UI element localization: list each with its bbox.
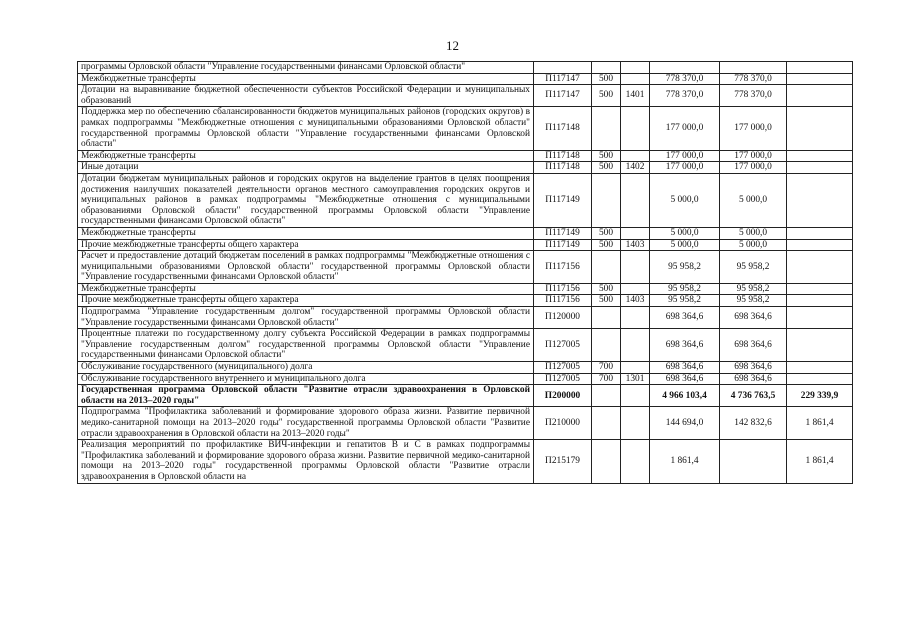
expense-type-cell: 700 bbox=[592, 362, 621, 374]
section-cell bbox=[621, 329, 650, 362]
amount-regional-cell: 177 000,0 bbox=[720, 107, 787, 150]
target-code-cell: П117148 bbox=[534, 107, 592, 150]
target-code-cell: П117149 bbox=[534, 239, 592, 251]
amount-federal-cell: 1 861,4 bbox=[787, 440, 853, 483]
amount-regional-cell: 95 958,2 bbox=[720, 295, 787, 307]
target-code-cell: П215179 bbox=[534, 440, 592, 483]
amount-federal-cell bbox=[787, 150, 853, 162]
row-name-cell: Межбюджетные трансферты bbox=[78, 227, 534, 239]
amount-total-cell: 95 958,2 bbox=[650, 283, 720, 295]
table-row bbox=[78, 373, 853, 385]
amount-total-cell: 4 966 103,4 bbox=[650, 385, 720, 407]
amount-regional-cell: 4 736 763,5 bbox=[720, 385, 787, 407]
amount-regional-cell bbox=[720, 62, 787, 74]
amount-regional-cell: 177 000,0 bbox=[720, 162, 787, 174]
table-row bbox=[78, 162, 853, 174]
target-code-cell: П200000 bbox=[534, 385, 592, 407]
amount-federal-cell bbox=[787, 362, 853, 374]
amount-total-cell: 698 364,6 bbox=[650, 307, 720, 329]
amount-total-cell: 144 694,0 bbox=[650, 407, 720, 440]
amount-regional-cell: 778 370,0 bbox=[720, 73, 787, 85]
section-cell bbox=[621, 440, 650, 483]
row-name-cell: Расчет и предоставление дотаций бюджетам поселений в рамках подпрограммы "Межбюджетные отношения с муниципальными образованиями Орловской области" государственной программы Орловской области "Управление государственными финансами Орловской области" bbox=[78, 251, 534, 284]
expense-type-cell: 500 bbox=[592, 150, 621, 162]
amount-federal-cell bbox=[787, 73, 853, 85]
amount-total-cell: 778 370,0 bbox=[650, 85, 720, 107]
amount-total-cell: 95 958,2 bbox=[650, 251, 720, 284]
table-row bbox=[78, 227, 853, 239]
target-code-cell: П117148 bbox=[534, 150, 592, 162]
amount-regional-cell: 698 364,6 bbox=[720, 307, 787, 329]
amount-total-cell: 177 000,0 bbox=[650, 150, 720, 162]
amount-federal-cell bbox=[787, 85, 853, 107]
row-name-cell: Иные дотации bbox=[78, 162, 534, 174]
target-code-cell: П117147 bbox=[534, 73, 592, 85]
row-name-cell: Межбюджетные трансферты bbox=[78, 150, 534, 162]
section-cell bbox=[621, 107, 650, 150]
table-row bbox=[78, 295, 853, 307]
section-cell: 1403 bbox=[621, 239, 650, 251]
table-row bbox=[78, 283, 853, 295]
amount-regional-cell bbox=[720, 440, 787, 483]
amount-federal-cell bbox=[787, 62, 853, 74]
amount-federal-cell bbox=[787, 239, 853, 251]
row-name-cell: Дотации бюджетам муниципальных районов и городских округов на выделение грантов в целях поощрения достижения наилучших показателей деятельности органов местного самоуправления городских округов и муниципальных районов в рамках подпрограммы "Межбюджетные отношения с муниципальными образованиями Орловской области" государственной программы Орловской области "Управление государственными финансами Орловской области" bbox=[78, 173, 534, 227]
target-code-cell: П117147 bbox=[534, 85, 592, 107]
table-row bbox=[78, 385, 853, 407]
target-code-cell: П117149 bbox=[534, 173, 592, 227]
row-name-cell: Прочие межбюджетные трансферты общего характера bbox=[78, 295, 534, 307]
target-code-cell: П127005 bbox=[534, 362, 592, 374]
amount-regional-cell: 95 958,2 bbox=[720, 251, 787, 284]
amount-federal-cell bbox=[787, 283, 853, 295]
amount-total-cell: 177 000,0 bbox=[650, 162, 720, 174]
section-cell bbox=[621, 385, 650, 407]
amount-federal-cell bbox=[787, 251, 853, 284]
amount-regional-cell: 698 364,6 bbox=[720, 362, 787, 374]
target-code-cell: П117156 bbox=[534, 251, 592, 284]
expense-type-cell bbox=[592, 251, 621, 284]
expense-type-cell bbox=[592, 307, 621, 329]
amount-federal-cell bbox=[787, 173, 853, 227]
table-row bbox=[78, 150, 853, 162]
row-name-cell: Подпрограмма "Профилактика заболеваний и формирование здорового образа жизни. Развитие первичной медико-санитарной помощи на 2013–2020 годы" государственной программы Орловской области "Развитие отрасли здравоохранения в Орловской области на 2013–2020 годы" bbox=[78, 407, 534, 440]
table-row bbox=[78, 329, 853, 362]
amount-federal-cell bbox=[787, 307, 853, 329]
target-code-cell: П117156 bbox=[534, 295, 592, 307]
amount-total-cell: 177 000,0 bbox=[650, 107, 720, 150]
amount-total-cell: 698 364,6 bbox=[650, 373, 720, 385]
amount-total-cell: 698 364,6 bbox=[650, 362, 720, 374]
amount-regional-cell: 142 832,6 bbox=[720, 407, 787, 440]
amount-total-cell: 95 958,2 bbox=[650, 295, 720, 307]
target-code-cell: П210000 bbox=[534, 407, 592, 440]
amount-federal-cell bbox=[787, 162, 853, 174]
section-cell bbox=[621, 362, 650, 374]
target-code-cell: П127005 bbox=[534, 373, 592, 385]
section-cell bbox=[621, 307, 650, 329]
section-cell bbox=[621, 173, 650, 227]
row-name-cell: Процентные платежи по государственному долгу субъекта Российской Федерации в рамках подпрограммы "Управление государственным долгом" государственной программы Орловской области "Управление государственными финансами Орловской области" bbox=[78, 329, 534, 362]
page-number: 12 bbox=[446, 38, 459, 53]
row-name-cell: Поддержка мер по обеспечению сбалансированности бюджетов муниципальных районов (городских округов) в рамках подпрограммы "Межбюджетные отношения с муниципальными образованиями Орловской области" государственной программы Орловской области "Управление государственными финансами Орловской области" bbox=[78, 107, 534, 150]
section-cell bbox=[621, 62, 650, 74]
amount-regional-cell: 698 364,6 bbox=[720, 373, 787, 385]
amount-total-cell: 5 000,0 bbox=[650, 173, 720, 227]
amount-total-cell: 778 370,0 bbox=[650, 73, 720, 85]
amount-regional-cell: 177 000,0 bbox=[720, 150, 787, 162]
expense-type-cell bbox=[592, 407, 621, 440]
amount-regional-cell: 5 000,0 bbox=[720, 239, 787, 251]
section-cell bbox=[621, 150, 650, 162]
amount-regional-cell: 698 364,6 bbox=[720, 329, 787, 362]
section-cell bbox=[621, 251, 650, 284]
table-row bbox=[78, 307, 853, 329]
section-cell bbox=[621, 73, 650, 85]
expense-type-cell: 500 bbox=[592, 283, 621, 295]
amount-regional-cell: 778 370,0 bbox=[720, 85, 787, 107]
table-row bbox=[78, 62, 853, 74]
target-code-cell: П120000 bbox=[534, 307, 592, 329]
amount-total-cell: 1 861,4 bbox=[650, 440, 720, 483]
budget-table bbox=[77, 61, 853, 484]
section-cell: 1401 bbox=[621, 85, 650, 107]
amount-federal-cell bbox=[787, 107, 853, 150]
section-cell bbox=[621, 227, 650, 239]
table-row bbox=[78, 440, 853, 483]
section-cell: 1402 bbox=[621, 162, 650, 174]
table-row bbox=[78, 73, 853, 85]
table-row bbox=[78, 251, 853, 284]
amount-regional-cell: 5 000,0 bbox=[720, 227, 787, 239]
row-name-cell: Межбюджетные трансферты bbox=[78, 73, 534, 85]
section-cell bbox=[621, 283, 650, 295]
table-row bbox=[78, 107, 853, 150]
expense-type-cell bbox=[592, 107, 621, 150]
section-cell: 1403 bbox=[621, 295, 650, 307]
section-cell: 1301 bbox=[621, 373, 650, 385]
expense-type-cell: 500 bbox=[592, 73, 621, 85]
expense-type-cell bbox=[592, 440, 621, 483]
target-code-cell: П117148 bbox=[534, 162, 592, 174]
amount-total-cell bbox=[650, 62, 720, 74]
expense-type-cell bbox=[592, 173, 621, 227]
expense-type-cell: 500 bbox=[592, 227, 621, 239]
expense-type-cell bbox=[592, 62, 621, 74]
row-name-cell: программы Орловской области "Управление государственными финансами Орловской области" bbox=[78, 62, 534, 74]
amount-regional-cell: 5 000,0 bbox=[720, 173, 787, 227]
expense-type-cell: 500 bbox=[592, 85, 621, 107]
table-row bbox=[78, 173, 853, 227]
row-name-cell: Обслуживание государственного (муниципального) долга bbox=[78, 362, 534, 374]
target-code-cell bbox=[534, 62, 592, 74]
amount-regional-cell: 95 958,2 bbox=[720, 283, 787, 295]
amount-federal-cell bbox=[787, 227, 853, 239]
row-name-cell: Прочие межбюджетные трансферты общего характера bbox=[78, 239, 534, 251]
target-code-cell: П117156 bbox=[534, 283, 592, 295]
row-name-cell: Межбюджетные трансферты bbox=[78, 283, 534, 295]
table-row bbox=[78, 407, 853, 440]
table-row bbox=[78, 85, 853, 107]
amount-total-cell: 698 364,6 bbox=[650, 329, 720, 362]
target-code-cell: П117149 bbox=[534, 227, 592, 239]
expense-type-cell: 500 bbox=[592, 295, 621, 307]
table-row bbox=[78, 362, 853, 374]
expense-type-cell bbox=[592, 385, 621, 407]
expense-type-cell: 500 bbox=[592, 239, 621, 251]
row-name-cell: Обслуживание государственного внутреннего и муниципального долга bbox=[78, 373, 534, 385]
row-name-cell: Государственная программа Орловской области "Развитие отрасли здравоохранения в Орловской области на 2013–2020 годы" bbox=[78, 385, 534, 407]
row-name-cell: Дотации на выравнивание бюджетной обеспеченности субъектов Российской Федерации и муниципальных образований bbox=[78, 85, 534, 107]
amount-federal-cell bbox=[787, 373, 853, 385]
amount-federal-cell: 229 339,9 bbox=[787, 385, 853, 407]
row-name-cell: Подпрограмма "Управление государственным долгом" государственной программы Орловской области "Управление государственными финансами Орловской области" bbox=[78, 307, 534, 329]
budget-table-body bbox=[78, 62, 853, 484]
expense-type-cell: 500 bbox=[592, 162, 621, 174]
expense-type-cell: 700 bbox=[592, 373, 621, 385]
row-name-cell: Реализация мероприятий по профилактике ВИЧ-инфекции и гепатитов В и С в рамках подпрограммы "Профилактика заболеваний и формирование здорового образа жизни. Развитие первичной медико-санитарной помощи на 2013–2020 годы" государственной программы Орловской области "Развитие отрасли здравоохранения в Орловской области на bbox=[78, 440, 534, 483]
expense-type-cell bbox=[592, 329, 621, 362]
amount-federal-cell: 1 861,4 bbox=[787, 407, 853, 440]
target-code-cell: П127005 bbox=[534, 329, 592, 362]
amount-federal-cell bbox=[787, 295, 853, 307]
amount-total-cell: 5 000,0 bbox=[650, 239, 720, 251]
amount-total-cell: 5 000,0 bbox=[650, 227, 720, 239]
table-row bbox=[78, 239, 853, 251]
section-cell bbox=[621, 407, 650, 440]
amount-federal-cell bbox=[787, 329, 853, 362]
